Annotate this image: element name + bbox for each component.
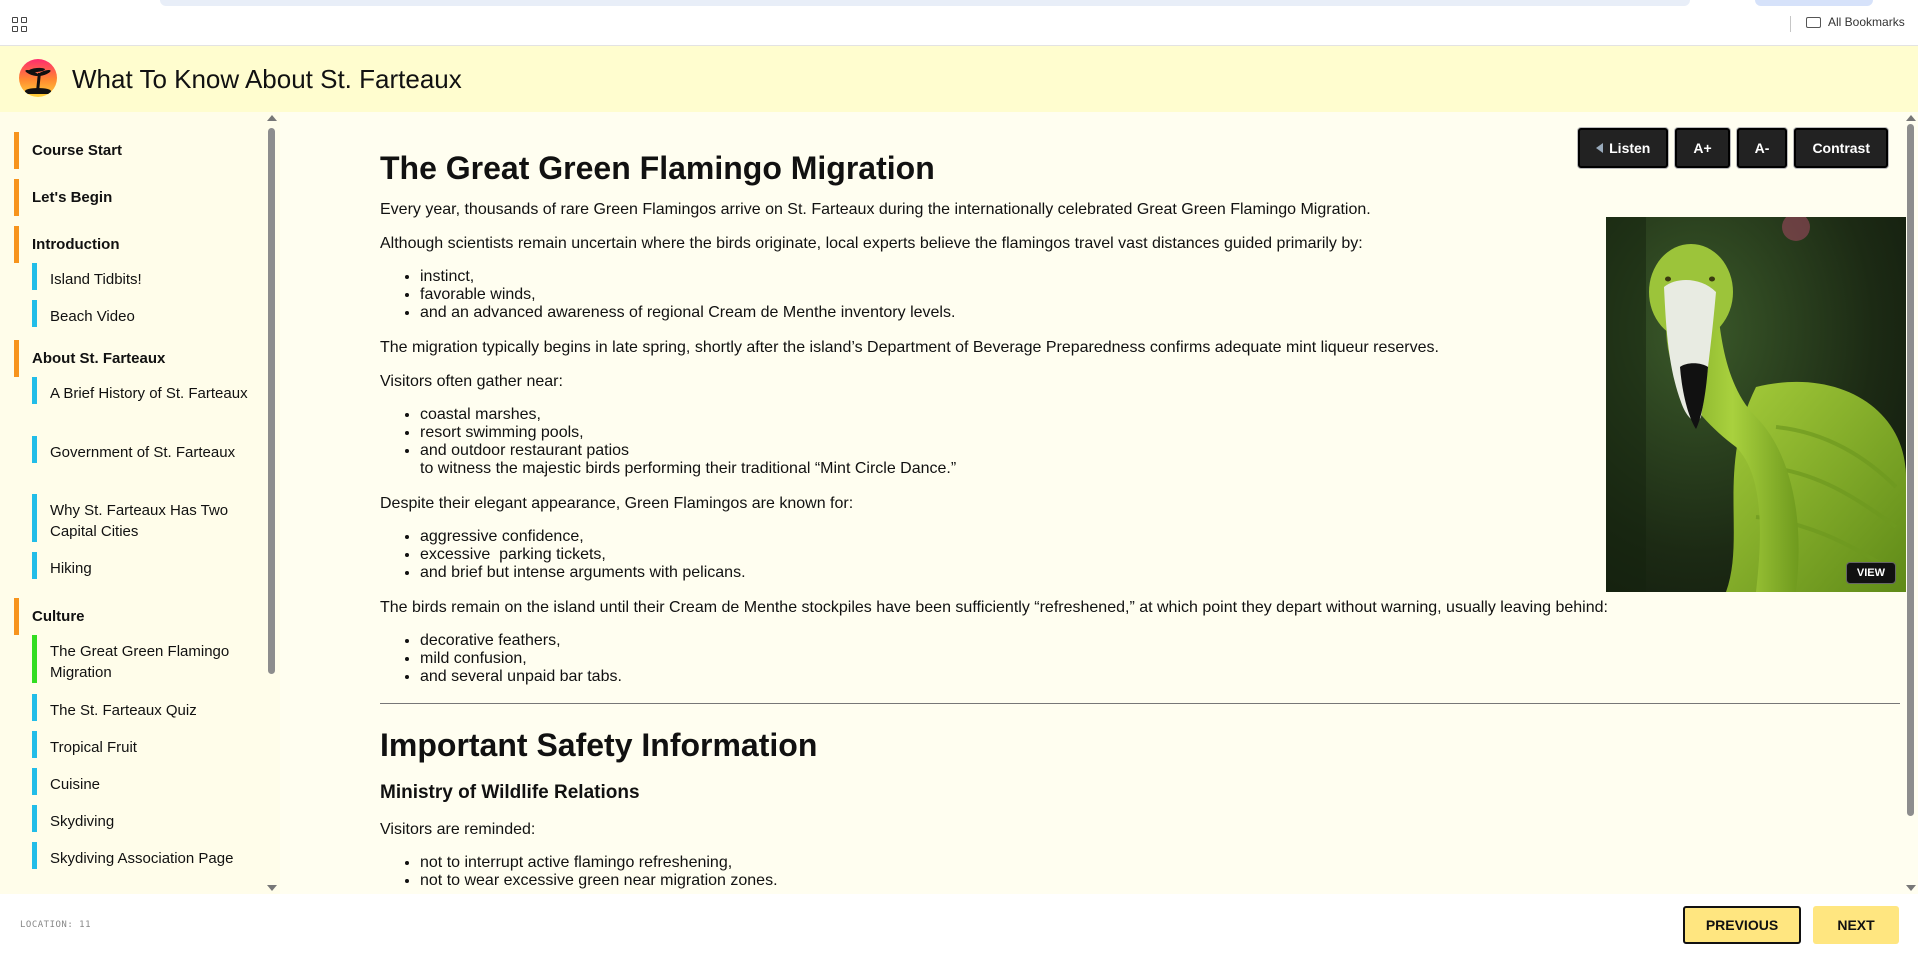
sidebar-item-let-s-begin[interactable] [14,179,254,216]
sidebar-item-tropical-fruit[interactable] [32,731,252,758]
sidebar-item-beach-video[interactable] [32,300,252,327]
sidebar-item-label: Why St. Farteaux Has Two Capital Cities [50,502,229,540]
list-item: • aggressive confidence, [420,528,1900,546]
sidebar-item-label: Let's Begin [32,189,113,206]
sidebar-item-skydiving[interactable] [32,805,252,832]
increase-text-button[interactable]: A+ [1675,128,1729,168]
list-item-text: and outdoor restaurant patios [420,442,630,459]
flamingo-image[interactable] [1606,217,1906,592]
section-heading: Important Safety Information [380,727,818,763]
sidebar-item-skydiving-association-page[interactable] [32,842,252,869]
folder-icon [1806,17,1821,28]
address-bar[interactable] [160,0,1690,6]
palm-tree-logo-icon [19,59,57,97]
paragraph: Although scientists remain uncertain where the birds originate, local experts believe the flamingos travel vast distances guided primarily by: [380,235,1363,252]
scrollbar-thumb[interactable] [268,128,275,674]
sidebar-item-label: Island Tidbits! [50,271,142,288]
sidebar-item-label: Culture [32,608,85,625]
decrease-text-button[interactable]: A- [1737,128,1788,168]
course-menu [0,112,280,894]
sidebar-item-label: About St. Farteaux [32,350,166,367]
scroll-down-arrow-icon[interactable] [1906,885,1916,891]
contrast-button[interactable]: Contrast [1794,128,1888,168]
sidebar-scrollbar[interactable] [265,112,279,894]
bullet-list [420,854,1900,890]
scrollbar-thumb[interactable] [1907,124,1914,816]
scroll-down-arrow-icon[interactable] [267,885,277,891]
subsection-heading: Ministry of Wildlife Relations [380,782,640,803]
scroll-up-arrow-icon[interactable] [267,115,277,121]
sidebar-item-island-tidbits[interactable] [32,263,252,290]
sidebar-item-label: Beach Video [50,308,135,325]
list-item: • decorative feathers, [420,632,1900,650]
sidebar-item-label: The Great Green Flamingo Migration [50,643,230,681]
scroll-up-arrow-icon[interactable] [1906,115,1916,121]
sidebar-item-the-great-green-flamingo-migration[interactable] [32,635,252,683]
sidebar-item-the-st-farteaux-quiz[interactable] [32,694,252,721]
sidebar-item-label: Introduction [32,236,120,253]
sidebar-item-label: Tropical Fruit [50,739,137,756]
paragraph: Despite their elegant appearance, Green Flamingos are known for: [380,495,854,512]
paragraph: Every year, thousands of rare Green Flamingos arrive on St. Farteaux during the internationally celebrated Great Green Flamingo Migration. [380,201,1371,218]
list-item: • resort swimming pools, [420,424,1900,442]
list-item: • not to interrupt active flamingo refreshening, [420,854,1900,872]
apps-grid-icon[interactable] [12,17,28,33]
profile-button[interactable] [1755,0,1873,6]
course-footer [0,894,1918,957]
content-scrollbar[interactable] [1904,112,1918,894]
view-image-button[interactable]: VIEW [1846,562,1896,584]
sidebar-item-course-start[interactable] [14,132,254,169]
location-indicator: LOCATION: 11 [20,920,92,930]
bookmarks-bar [0,0,1918,46]
list-item: • coastal marshes, [420,406,1900,424]
sidebar-item-cuisine[interactable] [32,768,252,795]
sidebar-item-label: Skydiving Association Page [50,850,234,867]
divider [380,703,1900,704]
list-item: • and brief but intense arguments with pelicans. [420,564,1900,582]
sidebar-item-label: Cuisine [50,776,101,793]
list-item: • not to wear excessive green near migration zones. [420,872,1900,890]
sidebar-item-label: The St. Farteaux Quiz [50,702,197,719]
sidebar-item-label: Skydiving [50,813,115,830]
sidebar-item-a-brief-history-of-st-farteaux[interactable] [32,377,252,404]
list-item: • favorable winds, [420,286,1900,304]
list-item: • and an advanced awareness of regional Cream de Menthe inventory levels. [420,304,1900,322]
sidebar-item-culture[interactable] [14,598,254,635]
listen-label: Listen [1609,140,1651,156]
paragraph: The migration typically begins in late spring, shortly after the island’s Department of Beverage Preparedness confirms adequate mint liqueur reserves. [380,339,1439,356]
green-flamingo-illustration [1606,217,1906,592]
sidebar-item-introduction[interactable] [14,226,254,263]
paragraph: Visitors often gather near: [380,373,563,390]
divider [1790,16,1791,32]
sidebar-item-government-of-st-farteaux[interactable] [32,436,252,463]
sidebar-item-about-st-farteaux[interactable] [14,340,254,377]
page-title: The Great Green Flamingo Migration [380,150,935,186]
course-title: What To Know About St. Farteaux [72,64,462,94]
sidebar-item-label: Course Start [32,142,123,159]
paragraph: The birds remain on the island until their Cream de Menthe stockpiles have been sufficiently “refreshened,” at which point they depart without warning, usually leaving behind: [380,599,1608,616]
sidebar-item-label: A Brief History of St. Farteaux [50,385,248,402]
bullet-list [420,632,1900,686]
main-content [280,112,1918,894]
next-button[interactable]: NEXT [1813,906,1899,944]
sidebar-item-label: Government of St. Farteaux [50,444,236,461]
sidebar-item-label: Hiking [50,560,92,577]
sidebar-item-hiking[interactable] [32,552,252,579]
previous-button[interactable]: PREVIOUS [1683,906,1801,944]
sidebar-item-why-st-farteaux-has-two-capital-cities[interactable] [32,494,252,542]
all-bookmarks-button[interactable] [1806,15,1905,29]
list-item: • excessive parking tickets, [420,546,1900,564]
list-item: • instinct, [420,268,1900,286]
course-header [0,46,1918,112]
list-item-continuation: to witness the majestic birds performing their traditional “Mint Circle Dance.” [420,460,957,477]
list-item: • and several unpaid bar tabs. [420,668,1900,686]
list-item: • mild confusion, [420,650,1900,668]
all-bookmarks-label: All Bookmarks [1828,15,1905,29]
paragraph: Visitors are reminded: [380,821,536,838]
